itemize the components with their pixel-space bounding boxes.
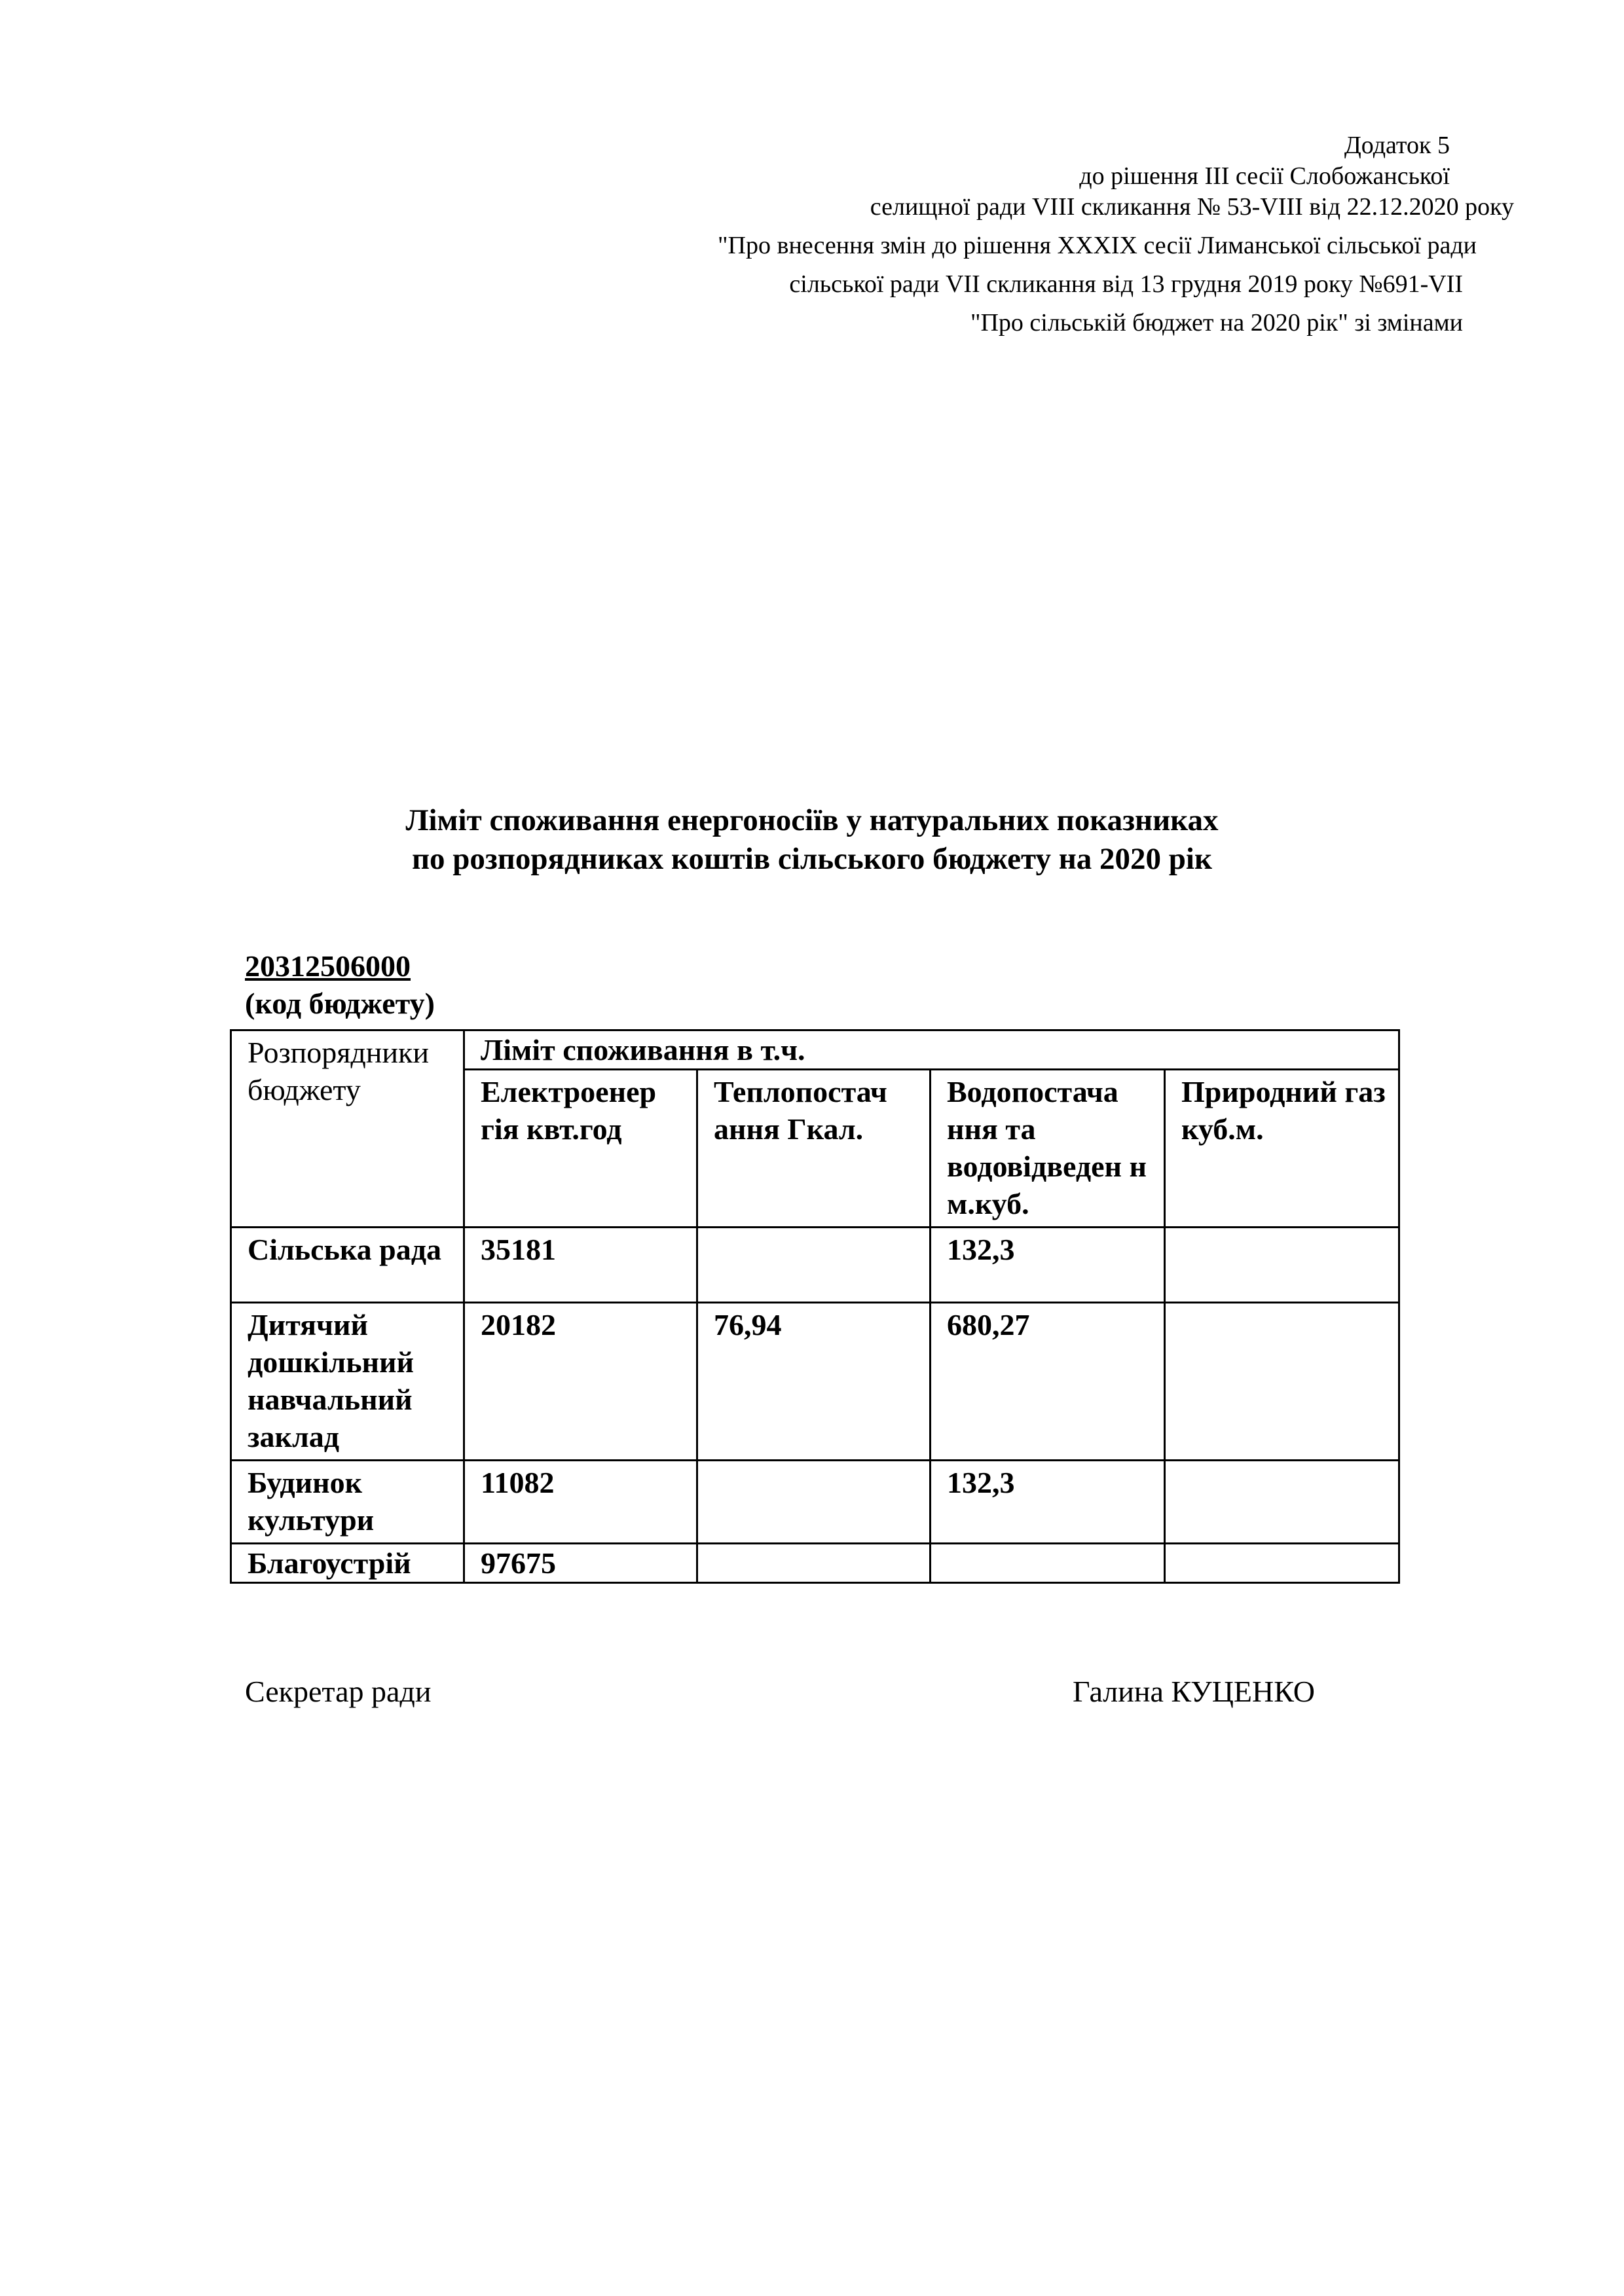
row-name: Благоустрій — [248, 1546, 411, 1580]
header-decision-line: до рішення ІІІ сесії Слобожанської — [1079, 162, 1450, 190]
energy-limits-table — [230, 1029, 1400, 1584]
value-cell — [1165, 1303, 1399, 1461]
value-cell — [697, 1303, 931, 1461]
row-name-cell — [231, 1303, 464, 1461]
document-title-line-1: Ліміт споживання енергоносіїв у натуральних показниках — [405, 803, 1219, 837]
column-header-label: Електроенер гія квт.год — [481, 1075, 657, 1146]
header-session-line: сільської ради VII скликання від 13 грудня 2019 року №691-VII — [789, 270, 1463, 298]
table-row — [231, 1461, 1399, 1544]
column-header-gas — [1165, 1070, 1399, 1228]
cell-value: 680,27 — [947, 1308, 1030, 1341]
row-header-label: Розпорядники бюджету — [248, 1036, 429, 1106]
header-budget-line: "Про сільській бюджет на 2020 рік" зі змінами — [970, 309, 1463, 337]
cell-value: 132,3 — [947, 1466, 1015, 1499]
value-cell — [931, 1544, 1165, 1583]
row-name: Дитячий дошкільний навчальний заклад — [248, 1308, 415, 1453]
value-cell — [464, 1303, 697, 1461]
group-header-cell — [464, 1030, 1399, 1070]
cell-value: 20182 — [481, 1308, 556, 1341]
table-row — [231, 1544, 1399, 1583]
value-cell — [931, 1461, 1165, 1544]
cell-value: 132,3 — [947, 1233, 1015, 1266]
signature-name: Галина КУЦЕНКО — [1073, 1675, 1315, 1708]
value-cell — [697, 1461, 931, 1544]
cell-value: 11082 — [481, 1466, 555, 1499]
table-header-row — [231, 1030, 1399, 1070]
budget-code-label: (код бюджету) — [245, 987, 435, 1020]
value-cell — [697, 1228, 931, 1303]
group-header-label: Ліміт споживання в т.ч. — [481, 1033, 805, 1066]
header-amendment-line: "Про внесення змін до рішення ХХХІХ сесії Лиманської сільської ради — [718, 232, 1477, 259]
column-header-electricity — [464, 1070, 697, 1228]
cell-value: 76,94 — [714, 1308, 782, 1341]
row-name-cell — [231, 1461, 464, 1544]
cell-value: 97675 — [481, 1546, 556, 1580]
value-cell — [464, 1228, 697, 1303]
column-header-water — [931, 1070, 1165, 1228]
appendix-number: Додаток 5 — [1344, 132, 1450, 159]
value-cell — [464, 1544, 697, 1583]
value-cell — [1165, 1544, 1399, 1583]
budget-code: 20312506000 — [245, 949, 411, 983]
row-name-cell — [231, 1544, 464, 1583]
value-cell — [1165, 1461, 1399, 1544]
cell-value: 35181 — [481, 1233, 556, 1266]
table-row — [231, 1303, 1399, 1461]
column-header-label: Теплопостач ання Гкал. — [714, 1075, 887, 1146]
document-title-line-2: по розпорядниках коштів сільського бюджету на 2020 рік — [411, 842, 1213, 876]
row-name: Будинок культури — [248, 1466, 375, 1537]
column-header-heating — [697, 1070, 931, 1228]
column-header-label: Водопостача ння та водовідведен н м.куб. — [947, 1075, 1147, 1220]
table-row — [231, 1228, 1399, 1303]
row-name: Сільська рада — [248, 1233, 442, 1266]
header-council-line: селищної ради VIII скликання № 53-VIII від 22.12.2020 року — [870, 193, 1514, 221]
value-cell — [931, 1303, 1165, 1461]
value-cell — [464, 1461, 697, 1544]
row-name-cell — [231, 1228, 464, 1303]
column-header-label: Природний газ куб.м. — [1181, 1075, 1386, 1146]
value-cell — [931, 1228, 1165, 1303]
signature-position: Секретар ради — [245, 1675, 432, 1708]
row-header-cell — [231, 1030, 464, 1228]
value-cell — [1165, 1228, 1399, 1303]
value-cell — [697, 1544, 931, 1583]
